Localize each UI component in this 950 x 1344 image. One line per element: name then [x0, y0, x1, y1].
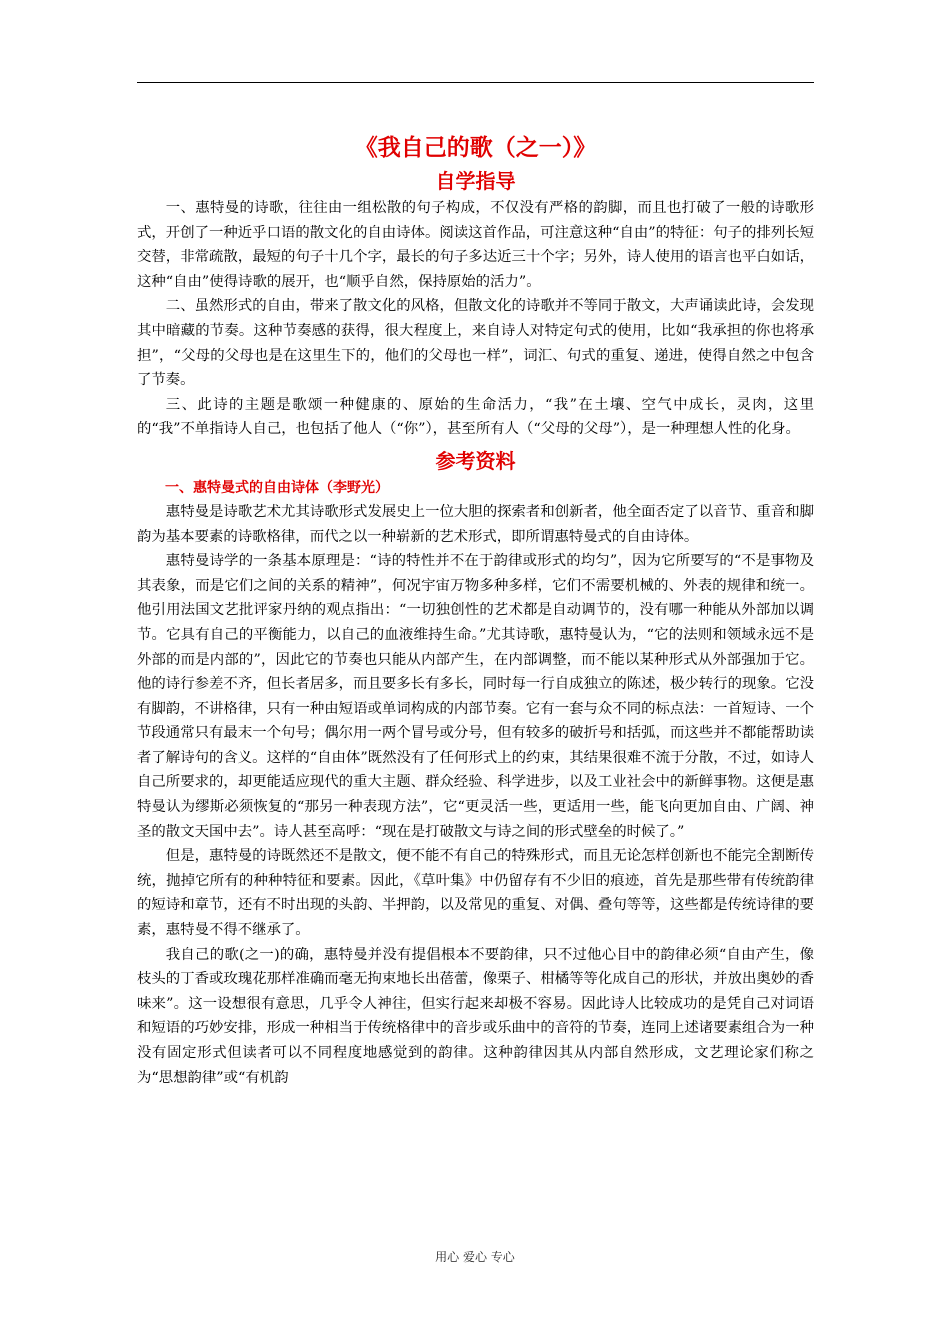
section-heading-references: 参考资料 — [435, 448, 516, 473]
document-title: 《我自己的歌（之一）》 — [354, 135, 597, 161]
paragraph: 二、虽然形式的自由，带来了散文化的风格，但散文化的诗歌并不等同于散文，大声诵读此诗，会发现其中暗藏的节奏。这种节奏感的获得，很大程度上，来自诗人对特定句式的使用，比如“我承担的你也将承担”，“父母的父母也是在这里生下的，他们的父母也一样”，词汇、句式的重复、递进，使得自然之中包含了节奏。 — [137, 298, 814, 389]
section-heading-study-guide: 自学指导 — [435, 169, 516, 193]
page-footer: 用心 爱心 专心 — [435, 1250, 515, 1264]
paragraph: 一、惠特曼的诗歌，往往由一组松散的句子构成，不仅没有严格的韵脚，而且也打破了一般的诗歌形式，开创了一种近乎口语的散文化的自由诗体。阅读这首作品，可注意这种“自由”的特征：句子的排列长短交替，非常疏散，最短的句子十几个字，最长的句子多达近三十个字；另外，诗人使用的语言也平白如话，这种“自由”使得诗歌的展开，也“顺乎自然，保持原始的活力”。 — [137, 200, 814, 290]
paragraph: 三、此诗的主题是歌颂一种健康的、原始的生命活力，“我”在土壤、空气中成长，灵肉，这里的“我”不单指诗人自己，也包括了他人（“你”），甚至所有人（“父母的父母”），是一种理想人性的化身。 — [137, 396, 814, 438]
paragraph: 但是，惠特曼的诗既然还不是散文，便不能不有自己的特殊形式，而且无论怎样创新也不能完全割断传统，抛掉它所有的种种特征和要素。因此，《草叶集》中仍留存有不少旧的痕迹，首先是那些带有传统韵律的短诗和章节，还有不时出现的头韵、半押韵，以及常见的重复、对偶、叠句等等，这些都是传统诗律的要素，惠特曼不得不继承了。 — [137, 848, 814, 939]
header-rule — [137, 82, 814, 83]
paragraph: 惠特曼是诗歌艺术尤其诗歌形式发展史上一位大胆的探索者和创新者，他全面否定了以音节、重音和脚韵为基本要素的诗歌格律，而代之以一种崭新的艺术形式，即所谓惠特曼式的自由诗体。 — [137, 503, 814, 545]
paragraph: 惠特曼诗学的一条基本原理是：“诗的特性并不在于韵律或形式的均匀”，因为它所要写的“不是事物及其表象，而是它们之间的关系的精神”，何况宇宙万物多种多样，它们不需要机械的、外表的规律和统一。他引用法国文艺批评家丹纳的观点指出：“一切独创性的艺术都是自动调节的，没有哪一种能从外部加以调节。它具有自己的平衡能力，以自己的血液维持生命。”尤其诗歌，惠特曼认为，“它的法则和领域永远不是外部的而是内部的”，因此它的节奏也只能从内部产生，在内部调整，而不能以某种形式从外部强加于它。他的诗行参差不齐，但长者居多，而且要多长有多长，同时每一行自成独立的陈述，极少转行的现象。它没有脚韵，不讲格律，只有一种由短语或单词构成的内部节奏。它有一套与众不同的标点法：一首短诗、一个节段通常只有最末一个句号；偶尔用一两个冒号或分号，但有较多的破折号和括弧，而这些并不都能帮助读者了解诗句的含义。这样的“自由体”既然没有了任何形式上的约束，其结果很难不流于分散，不过，如诗人自己所要求的，却更能适应现代的重大主题、群众经验、科学进步，以及工业社会中的新鲜事物。这便是惠特曼认为缪斯必须恢复的“那另一种表现方法”，它“更灵活一些，更适用一些，能飞向更加自由、广阔、神圣的散文天国中去”。诗人甚至高呼：“现在是打破散文与诗之间的形式壁垒的时候了。” — [137, 553, 814, 840]
document-body — [137, 130, 814, 1090]
paragraph: 我自己的歌(之一)的确，惠特曼并没有提倡根本不要韵律，只不过他心目中的韵律必须“自由产生，像枝头的丁香或玫瑰花那样准确而毫无拘束地长出蓓蕾，像栗子、柑橘等等化成自己的形状，并放出奥妙的香味来”。这一设想很有意思，几乎令人神往，但实行起来却极不容易。因此诗人比较成功的是凭自己对词语和短语的巧妙安排，形成一种相当于传统格律中的音步或乐曲中的音符的节奏，连同上述诸要素组合为一种没有固定形式但读者可以不同程度地感觉到的韵律。这种韵律因其从内部自然形成，文艺理论家们称之为“思想韵律”或“有机韵 — [137, 946, 814, 1086]
subsection-heading: 一、惠特曼式的自由诗体（李野光） — [165, 479, 389, 496]
